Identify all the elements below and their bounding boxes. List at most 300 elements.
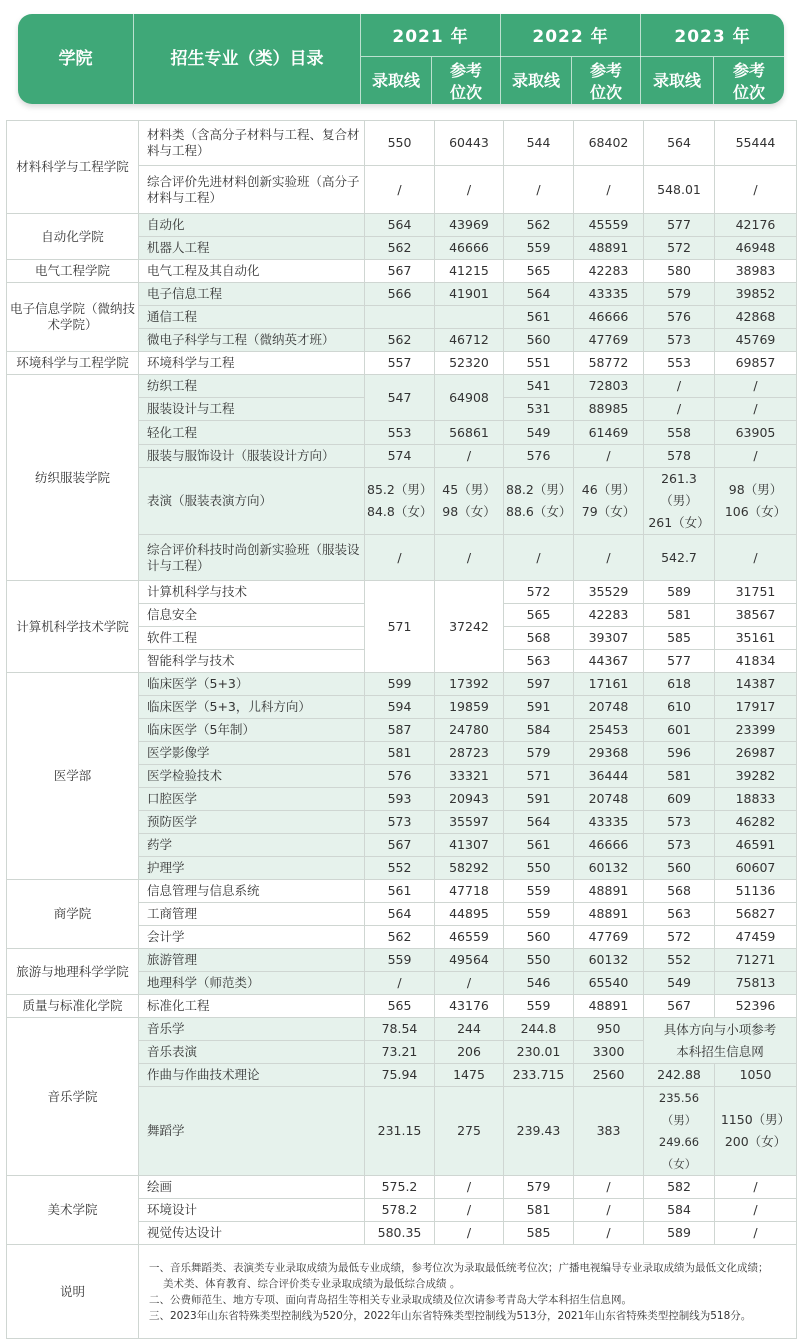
major-cell: 会计学 xyxy=(139,926,365,949)
score-2022: 560 xyxy=(504,329,574,352)
header-major: 招生专业（类）目录 xyxy=(170,49,324,69)
rank-2023: 31751 xyxy=(715,581,797,604)
rank-2023: 18833 xyxy=(715,788,797,811)
rank-2023: 75813 xyxy=(715,972,797,995)
major-cell: 作曲与作曲技术理论 xyxy=(139,1064,365,1087)
score-2022: 561 xyxy=(504,834,574,857)
rank-2022: / xyxy=(574,166,644,214)
score-2023: 564 xyxy=(644,121,715,166)
rank-2022: 45559 xyxy=(574,214,644,237)
major-cell: 软件工程 xyxy=(139,627,365,650)
rank-2021: 64908 xyxy=(435,375,504,421)
rank-2023: 63905 xyxy=(715,421,797,445)
major-cell: 舞蹈学 xyxy=(139,1087,365,1176)
score-2023: 584 xyxy=(644,1199,715,1222)
college-cell: 商学院 xyxy=(7,880,139,949)
rank-2021: 56861 xyxy=(435,421,504,445)
rank-2023: 52396 xyxy=(715,995,797,1018)
major-cell: 自动化 xyxy=(139,214,365,237)
rank-2022: 58772 xyxy=(574,352,644,375)
rank-2022: / xyxy=(574,1176,644,1199)
rank-2023: 42176 xyxy=(715,214,797,237)
rank-2021: 20943 xyxy=(435,788,504,811)
score-2023: 568 xyxy=(644,880,715,903)
header-year-2023: 2023 年 xyxy=(674,27,751,47)
score-2023: 589 xyxy=(644,581,715,604)
score-2022: 585 xyxy=(504,1222,574,1245)
score-2021: 547 xyxy=(365,375,435,421)
rank-2023: 39282 xyxy=(715,765,797,788)
rank-2023: 38983 xyxy=(715,260,797,283)
major-cell: 材料类（含高分子材料与工程、复合材料与工程） xyxy=(139,121,365,166)
score-2022: 565 xyxy=(504,260,574,283)
major-cell: 标准化工程 xyxy=(139,995,365,1018)
rank-2022: 46666 xyxy=(574,306,644,329)
score-2023: 601 xyxy=(644,719,715,742)
score-2021: / xyxy=(365,535,435,581)
rank-2021: 60443 xyxy=(435,121,504,166)
score-2021: 573 xyxy=(365,811,435,834)
score-2022: / xyxy=(504,166,574,214)
major-cell: 预防医学 xyxy=(139,811,365,834)
rank-2022: 383 xyxy=(574,1087,644,1176)
major-cell: 医学影像学 xyxy=(139,742,365,765)
score-2021: 580.35 xyxy=(365,1222,435,1245)
score-2021: / xyxy=(365,972,435,995)
major-cell: 表演（服装表演方向） xyxy=(139,468,365,535)
score-2022: 544 xyxy=(504,121,574,166)
score-2023: 582 xyxy=(644,1176,715,1199)
score-2021: 576 xyxy=(365,765,435,788)
score-2021: 85.2（男） 84.8（女） xyxy=(365,468,435,535)
score-2021: 557 xyxy=(365,352,435,375)
score-2023: 572 xyxy=(644,926,715,949)
rank-2022: 25453 xyxy=(574,719,644,742)
note-line: 三、2023年山东省特殊类型控制线为520分，2022年山东省特殊类型控制线为513分，2021年山东省特殊类型控制线为518分。 xyxy=(149,1309,752,1322)
score-2022: 88.2（男） 88.6（女） xyxy=(504,468,574,535)
rank-2023: / xyxy=(715,1199,797,1222)
rank-2021: 41901 xyxy=(435,283,504,306)
rank-2023: 42868 xyxy=(715,306,797,329)
college-cell: 材料科学与工程学院 xyxy=(7,121,139,214)
score-2023: 581 xyxy=(644,765,715,788)
score-2023: 242.88 xyxy=(644,1064,715,1087)
major-cell: 护理学 xyxy=(139,857,365,880)
rank-2022: 60132 xyxy=(574,857,644,880)
score-2021: 73.21 xyxy=(365,1041,435,1064)
major-cell: 通信工程 xyxy=(139,306,365,329)
score-2023: 567 xyxy=(644,995,715,1018)
score-2022: 579 xyxy=(504,1176,574,1199)
rank-2022: 43335 xyxy=(574,811,644,834)
college-cell: 计算机科学技术学院 xyxy=(7,581,139,673)
score-2022: 584 xyxy=(504,719,574,742)
rank-2021: / xyxy=(435,1199,504,1222)
header-rank-2023: 参考 位次 xyxy=(732,61,765,102)
header-rank-2022: 参考 位次 xyxy=(589,61,622,102)
major-cell: 轻化工程 xyxy=(139,421,365,445)
header-score-2022: 录取线 xyxy=(511,70,560,90)
college-cell: 医学部 xyxy=(7,673,139,880)
major-cell: 地理科学（师范类） xyxy=(139,972,365,995)
score-2022: 551 xyxy=(504,352,574,375)
rank-2023: 45769 xyxy=(715,329,797,352)
score-2023: 578 xyxy=(644,445,715,468)
score-2021: 552 xyxy=(365,857,435,880)
rank-2022: 48891 xyxy=(574,903,644,926)
rank-2023: / xyxy=(715,1222,797,1245)
rank-2023: 41834 xyxy=(715,650,797,673)
score-2023: 581 xyxy=(644,604,715,627)
rank-2023: 55444 xyxy=(715,121,797,166)
rank-2022: 60132 xyxy=(574,949,644,972)
rank-2021: 37242 xyxy=(435,581,504,673)
rank-2021: 41307 xyxy=(435,834,504,857)
rank-2022: 17161 xyxy=(574,673,644,696)
major-cell: 环境设计 xyxy=(139,1199,365,1222)
rank-2023: 38567 xyxy=(715,604,797,627)
rank-2023: 23399 xyxy=(715,719,797,742)
score-2023: 577 xyxy=(644,650,715,673)
major-cell: 电子信息工程 xyxy=(139,283,365,306)
header-year-2022: 2022 年 xyxy=(532,27,609,47)
score-2023: 548.01 xyxy=(644,166,715,214)
rank-2023: 1050 xyxy=(715,1064,797,1087)
score-2022: 549 xyxy=(504,421,574,445)
score-2022: 230.01 xyxy=(504,1041,574,1064)
score-2022: 563 xyxy=(504,650,574,673)
score-2021: 553 xyxy=(365,421,435,445)
rank-2021: 46712 xyxy=(435,329,504,352)
college-cell: 旅游与地理科学学院 xyxy=(7,949,139,995)
score-2021: 565 xyxy=(365,995,435,1018)
rank-2023: / xyxy=(715,166,797,214)
rank-2022: 3300 xyxy=(574,1041,644,1064)
score-2021: 550 xyxy=(365,121,435,166)
score-2022: 571 xyxy=(504,765,574,788)
major-cell: 智能科学与技术 xyxy=(139,650,365,673)
rank-2022: 43335 xyxy=(574,283,644,306)
major-cell: 临床医学（5+3） xyxy=(139,673,365,696)
rank-2022: 68402 xyxy=(574,121,644,166)
score-2023: 589 xyxy=(644,1222,715,1245)
college-cell: 质量与标准化学院 xyxy=(7,995,139,1018)
score-2022: 550 xyxy=(504,949,574,972)
score-2022: 559 xyxy=(504,903,574,926)
rank-2022: 65540 xyxy=(574,972,644,995)
score-2022: 546 xyxy=(504,972,574,995)
major-cell: 纺织工程 xyxy=(139,375,365,398)
rank-2023: 26987 xyxy=(715,742,797,765)
score-2022: 562 xyxy=(504,214,574,237)
score-2021: 562 xyxy=(365,926,435,949)
note-line: 美术类、体育教育、综合评价类专业录取成绩为最低综合成绩 。 xyxy=(163,1277,461,1290)
score-2021: 562 xyxy=(365,329,435,352)
rank-2022: 47769 xyxy=(574,926,644,949)
header-score-2023: 录取线 xyxy=(652,70,701,90)
score-2023: 235.56（男） 249.66（女） xyxy=(644,1087,715,1176)
rank-2022: 72803 xyxy=(574,375,644,398)
rank-2022: 20748 xyxy=(574,788,644,811)
score-2022: 564 xyxy=(504,283,574,306)
rank-2022: 36444 xyxy=(574,765,644,788)
rank-2023: 46282 xyxy=(715,811,797,834)
score-table xyxy=(6,120,797,1339)
rank-2023: 46591 xyxy=(715,834,797,857)
rank-2021: / xyxy=(435,445,504,468)
score-2023: 585 xyxy=(644,627,715,650)
score-2023: 542.7 xyxy=(644,535,715,581)
rank-2021: 28723 xyxy=(435,742,504,765)
score-2021: 564 xyxy=(365,214,435,237)
score-2021: 566 xyxy=(365,283,435,306)
rank-2022: 950 xyxy=(574,1018,644,1041)
rank-2021: 17392 xyxy=(435,673,504,696)
score-2022: 559 xyxy=(504,237,574,260)
college-cell: 电气工程学院 xyxy=(7,260,139,283)
rank-2022: 42283 xyxy=(574,260,644,283)
rank-2022: / xyxy=(574,445,644,468)
rank-2021: 58292 xyxy=(435,857,504,880)
score-2022: 581 xyxy=(504,1199,574,1222)
score-2022: 531 xyxy=(504,398,574,421)
college-cell: 自动化学院 xyxy=(7,214,139,260)
score-2021: 564 xyxy=(365,903,435,926)
rank-2023: / xyxy=(715,445,797,468)
score-2023: 610 xyxy=(644,696,715,719)
rank-2022: 48891 xyxy=(574,995,644,1018)
score-2021: 562 xyxy=(365,237,435,260)
rank-2021: 46559 xyxy=(435,926,504,949)
rank-2021: 49564 xyxy=(435,949,504,972)
rank-2023: 56827 xyxy=(715,903,797,926)
rank-2021: 35597 xyxy=(435,811,504,834)
major-cell: 服装设计与工程 xyxy=(139,398,365,421)
score-2022: 244.8 xyxy=(504,1018,574,1041)
score-2023: 573 xyxy=(644,834,715,857)
score-2022: 550 xyxy=(504,857,574,880)
major-cell: 计算机科学与技术 xyxy=(139,581,365,604)
major-cell: 音乐表演 xyxy=(139,1041,365,1064)
score-2023: 576 xyxy=(644,306,715,329)
score-2021: 561 xyxy=(365,880,435,903)
score-2022: 559 xyxy=(504,995,574,1018)
rank-2021: 47718 xyxy=(435,880,504,903)
rank-2023: 71271 xyxy=(715,949,797,972)
rank-2021: 45（男） 98（女） xyxy=(435,468,504,535)
rank-2021: 43969 xyxy=(435,214,504,237)
major-cell: 旅游管理 xyxy=(139,949,365,972)
rank-2023: 47459 xyxy=(715,926,797,949)
notes-content xyxy=(139,1245,797,1339)
major-cell: 机器人工程 xyxy=(139,237,365,260)
score-2022: 541 xyxy=(504,375,574,398)
rank-2023: 1150（男） 200（女） xyxy=(715,1087,797,1176)
score-2022: 559 xyxy=(504,880,574,903)
rank-2023: 98（男） 106（女） xyxy=(715,468,797,535)
note-line: 二、公费师范生、地方专项、面向青岛招生等相关专业录取成绩及位次请参考青岛大学本科招生信息网。 xyxy=(149,1293,632,1306)
rank-2021: 41215 xyxy=(435,260,504,283)
major-cell: 电气工程及其自动化 xyxy=(139,260,365,283)
major-cell: 综合评价科技时尚创新实验班（服装设计与工程） xyxy=(139,535,365,581)
rank-2021: / xyxy=(435,535,504,581)
rank-2022: 20748 xyxy=(574,696,644,719)
rank-2023: / xyxy=(715,1176,797,1199)
rank-2023: 35161 xyxy=(715,627,797,650)
rank-2022: 46666 xyxy=(574,834,644,857)
major-cell: 药学 xyxy=(139,834,365,857)
major-cell: 微电子科学与工程（微纳英才班） xyxy=(139,329,365,352)
major-cell: 信息管理与信息系统 xyxy=(139,880,365,903)
rank-2021: 46666 xyxy=(435,237,504,260)
major-cell: 口腔医学 xyxy=(139,788,365,811)
score-2021: 594 xyxy=(365,696,435,719)
college-cell: 环境科学与工程学院 xyxy=(7,352,139,375)
score-2021: / xyxy=(365,166,435,214)
rank-2021: 43176 xyxy=(435,995,504,1018)
score-2022: 233.715 xyxy=(504,1064,574,1087)
rank-2022: / xyxy=(574,1199,644,1222)
rank-2021: 206 xyxy=(435,1041,504,1064)
score-2023: 577 xyxy=(644,214,715,237)
college-cell: 纺织服装学院 xyxy=(7,375,139,581)
score-2022: / xyxy=(504,535,574,581)
rank-2023: 60607 xyxy=(715,857,797,880)
college-cell: 音乐学院 xyxy=(7,1018,139,1176)
rank-2023: / xyxy=(715,535,797,581)
score-2023: 552 xyxy=(644,949,715,972)
header-college: 学院 xyxy=(58,49,93,69)
rank-2022: 46（男） 79（女） xyxy=(574,468,644,535)
rank-2022: / xyxy=(574,535,644,581)
college-cell: 电子信息学院（微纳技术学院） xyxy=(7,283,139,352)
score-2022: 591 xyxy=(504,788,574,811)
header-rank-2021: 参考 位次 xyxy=(449,61,482,102)
rank-2022: 2560 xyxy=(574,1064,644,1087)
rank-2021 xyxy=(435,306,504,329)
rank-2022: 48891 xyxy=(574,880,644,903)
score-2021: 567 xyxy=(365,834,435,857)
header-year-2021: 2021 年 xyxy=(392,27,469,47)
score-2023: 572 xyxy=(644,237,715,260)
note-line: 一、音乐舞蹈类、表演类专业录取成绩为最低专业成绩，参考位次为录取最低统考位次；广播电视编导专业录取成绩为最低文化成绩； xyxy=(149,1261,769,1274)
rank-2021: 19859 xyxy=(435,696,504,719)
score-2021: 231.15 xyxy=(365,1087,435,1176)
table-header xyxy=(18,14,784,104)
major-cell: 信息安全 xyxy=(139,604,365,627)
score-2021: 599 xyxy=(365,673,435,696)
score-2023: 549 xyxy=(644,972,715,995)
score-2022: 565 xyxy=(504,604,574,627)
score-2023: 558 xyxy=(644,421,715,445)
score-2022: 568 xyxy=(504,627,574,650)
score-2021: 587 xyxy=(365,719,435,742)
rank-2021: 44895 xyxy=(435,903,504,926)
score-2023: 560 xyxy=(644,857,715,880)
major-cell: 工商管理 xyxy=(139,903,365,926)
major-cell: 绘画 xyxy=(139,1176,365,1199)
major-cell: 环境科学与工程 xyxy=(139,352,365,375)
major-cell: 服装与服饰设计（服装设计方向） xyxy=(139,445,365,468)
score-2022: 576 xyxy=(504,445,574,468)
rank-2021: 24780 xyxy=(435,719,504,742)
score-2023: 261.3（男） 261（女） xyxy=(644,468,715,535)
rank-2022: 44367 xyxy=(574,650,644,673)
score-2023: 618 xyxy=(644,673,715,696)
score-2021: 567 xyxy=(365,260,435,283)
score-2021: 575.2 xyxy=(365,1176,435,1199)
rank-2022: 88985 xyxy=(574,398,644,421)
major-cell: 医学检验技术 xyxy=(139,765,365,788)
score-2022: 561 xyxy=(504,306,574,329)
score-2023: 580 xyxy=(644,260,715,283)
rank-2023: 51136 xyxy=(715,880,797,903)
score-2021 xyxy=(365,306,435,329)
score-2022: 591 xyxy=(504,696,574,719)
rank-2023: 46948 xyxy=(715,237,797,260)
score-2023: 553 xyxy=(644,352,715,375)
rank-2021: / xyxy=(435,972,504,995)
score-2021: 75.94 xyxy=(365,1064,435,1087)
major-cell: 视觉传达设计 xyxy=(139,1222,365,1245)
rank-2021: 275 xyxy=(435,1087,504,1176)
rank-2022: 42283 xyxy=(574,604,644,627)
score-2021: 578.2 xyxy=(365,1199,435,1222)
rank-2021: / xyxy=(435,1222,504,1245)
score-2023: / xyxy=(644,398,715,421)
score-2022: 572 xyxy=(504,581,574,604)
major-cell: 综合评价先进材料创新实验班（高分子材料与工程） xyxy=(139,166,365,214)
score-2022: 597 xyxy=(504,673,574,696)
score-2023: 573 xyxy=(644,329,715,352)
score-2023: 563 xyxy=(644,903,715,926)
rank-2022: 29368 xyxy=(574,742,644,765)
score-2021: 593 xyxy=(365,788,435,811)
score-2022: 579 xyxy=(504,742,574,765)
header-score-2021: 录取线 xyxy=(371,70,420,90)
rank-2021: 1475 xyxy=(435,1064,504,1087)
rank-2022: 47769 xyxy=(574,329,644,352)
rank-2023: 17917 xyxy=(715,696,797,719)
rank-2021: / xyxy=(435,1176,504,1199)
rank-2021: 244 xyxy=(435,1018,504,1041)
score-2022: 239.43 xyxy=(504,1087,574,1176)
score-2022: 564 xyxy=(504,811,574,834)
score-2023: 579 xyxy=(644,283,715,306)
score-2023: 573 xyxy=(644,811,715,834)
score-2021: 581 xyxy=(365,742,435,765)
major-cell: 临床医学（5+3，儿科方向） xyxy=(139,696,365,719)
score-2022: 560 xyxy=(504,926,574,949)
notes-label: 说明 xyxy=(7,1245,139,1339)
rank-2022: 39307 xyxy=(574,627,644,650)
rank-2021: / xyxy=(435,166,504,214)
rank-2021: 33321 xyxy=(435,765,504,788)
rank-2023: / xyxy=(715,398,797,421)
rank-2022: 61469 xyxy=(574,421,644,445)
score-2023: 596 xyxy=(644,742,715,765)
rank-2023: / xyxy=(715,375,797,398)
score-2021: 574 xyxy=(365,445,435,468)
rank-2022: 35529 xyxy=(574,581,644,604)
major-cell: 音乐学 xyxy=(139,1018,365,1041)
rank-2022: / xyxy=(574,1222,644,1245)
college-cell: 美术学院 xyxy=(7,1176,139,1245)
score-2021: 559 xyxy=(365,949,435,972)
score-2021: 78.54 xyxy=(365,1018,435,1041)
score-2023: / xyxy=(644,375,715,398)
rank-2023: 39852 xyxy=(715,283,797,306)
